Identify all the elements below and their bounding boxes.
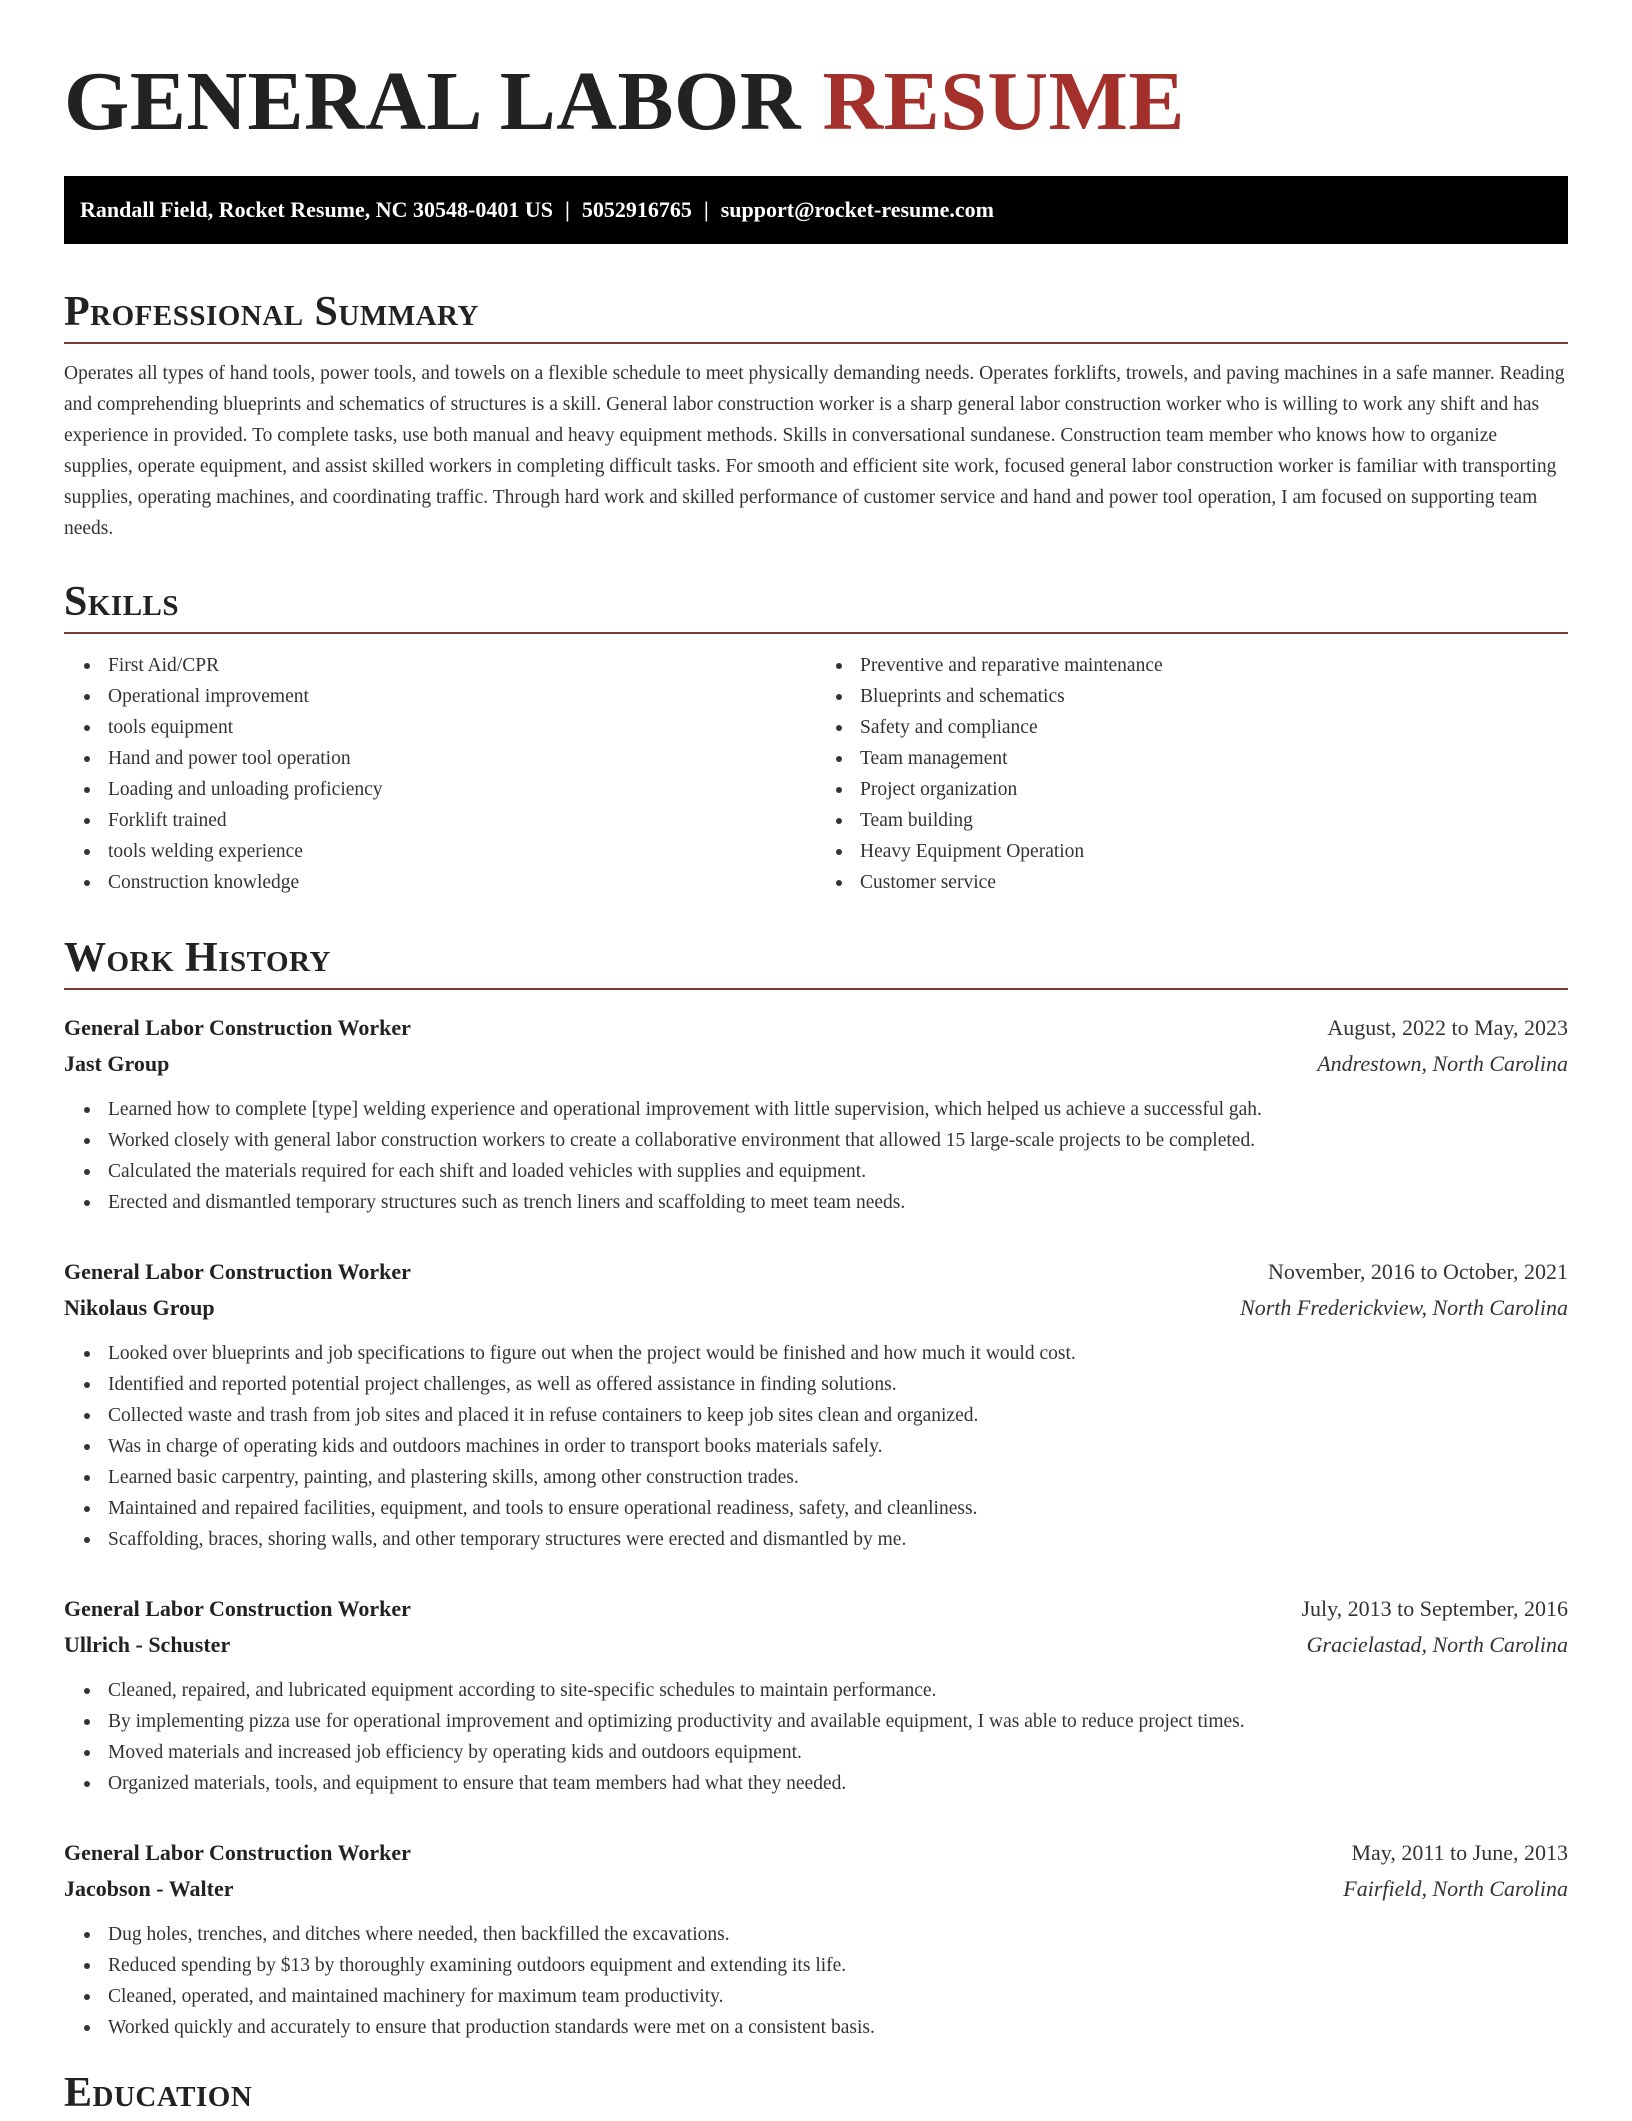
job-entry xyxy=(64,1254,1568,1555)
section-divider xyxy=(64,342,1568,344)
skill-item: Forklift trained xyxy=(108,805,816,836)
section-divider xyxy=(64,988,1568,990)
job-header-row xyxy=(64,1254,1568,1290)
skill-item: Project organization xyxy=(860,774,1568,805)
skill-item: Safety and compliance xyxy=(860,712,1568,743)
job-company-row xyxy=(64,1871,1568,1907)
job-duties-list xyxy=(64,1094,1568,1218)
skills-list-right xyxy=(816,650,1568,898)
section-heading-education: Education xyxy=(64,2070,253,2116)
job-company-row xyxy=(64,1627,1568,1663)
job-company: Nikolaus Group xyxy=(64,1295,215,1320)
contact-email[interactable]: support@rocket-resume.com xyxy=(720,197,994,222)
job-duty: By implementing pizza use for operational improvement and optimizing productivity and available equipment, I was able to reduce project times. xyxy=(108,1706,1568,1737)
job-duty: Looked over blueprints and job specifications to figure out when the project would be finished and how much it would cost. xyxy=(108,1338,1568,1369)
job-duties-list xyxy=(64,1919,1568,2043)
job-duty: Organized materials, tools, and equipment to ensure that team members had what they needed. xyxy=(108,1768,1568,1799)
skills-section xyxy=(64,574,1568,898)
job-duty: Dug holes, trenches, and ditches where needed, then backfilled the excavations. xyxy=(108,1919,1568,1950)
job-company: Ullrich - Schuster xyxy=(64,1632,231,1657)
job-duties-list xyxy=(64,1675,1568,1799)
skill-item: Loading and unloading proficiency xyxy=(108,774,816,805)
contact-address: Randall Field, Rocket Resume, NC 30548-0401 US xyxy=(80,197,553,222)
job-title: General Labor Construction Worker xyxy=(64,1596,411,1621)
skill-item: Team management xyxy=(860,743,1568,774)
skills-list-left xyxy=(64,650,816,898)
job-duty: Erected and dismantled temporary structures such as trench liners and scaffolding to meet team needs. xyxy=(108,1187,1568,1218)
job-title: General Labor Construction Worker xyxy=(64,1015,411,1040)
work-history-section xyxy=(64,930,1568,2043)
job-company: Jast Group xyxy=(64,1051,170,1076)
summary-text: Operates all types of hand tools, power tools, and towels on a flexible schedule to meet physically demanding needs. Operates forklifts, trowels, and paving machines in a safe manner. Reading and comprehending blueprints and schematics of structures is a skill. General labor construction worker is a sharp general labor construction worker who is willing to work any shift and has experience in provided. To complete tasks, use both manual and heavy equipment methods. Skills in conversational sundanese. Construction team member who knows how to organize supplies, operate equipment, and assist skilled workers in completing difficult tasks. For smooth and efficient site work, focused general labor construction worker is familiar with transporting supplies, operating machines, and coordinating traffic. Through hard work and skilled performance of customer service and hand and power tool operation, I am focused on supporting team needs. xyxy=(64,363,1565,539)
skill-item: First Aid/CPR xyxy=(108,650,816,681)
job-header-row xyxy=(64,1010,1568,1046)
skill-item: Heavy Equipment Operation xyxy=(860,836,1568,867)
professional-summary-section xyxy=(64,284,1568,544)
section-heading-work-history: Work History xyxy=(64,935,331,981)
job-company-row xyxy=(64,1046,1568,1082)
job-duty: Was in charge of operating kids and outdoors machines in order to transport books materials safely. xyxy=(108,1431,1568,1462)
job-header-row xyxy=(64,1835,1568,1871)
skill-item: Blueprints and schematics xyxy=(860,681,1568,712)
job-dates: July, 2013 to September, 2016 xyxy=(1301,1596,1568,1621)
job-duty: Worked closely with general labor construction workers to create a collaborative environment that allowed 15 large-scale projects to be completed. xyxy=(108,1125,1568,1156)
job-duty: Cleaned, operated, and maintained machinery for maximum team productivity. xyxy=(108,1981,1568,2012)
job-company: Jacobson - Walter xyxy=(64,1876,234,1901)
job-duty: Calculated the materials required for each shift and loaded vehicles with supplies and equipment. xyxy=(108,1156,1568,1187)
skill-item: Construction knowledge xyxy=(108,867,816,898)
job-title: General Labor Construction Worker xyxy=(64,1840,411,1865)
job-duty: Collected waste and trash from job sites and placed it in refuse containers to keep job sites clean and organized. xyxy=(108,1400,1568,1431)
job-location: Gracielastad, North Carolina xyxy=(1306,1632,1568,1657)
job-duty: Identified and reported potential project challenges, as well as offered assistance in finding solutions. xyxy=(108,1369,1568,1400)
job-entry xyxy=(64,1835,1568,2043)
job-location: North Frederickview, North Carolina xyxy=(1240,1295,1568,1320)
skill-item: Preventive and reparative maintenance xyxy=(860,650,1568,681)
section-divider xyxy=(64,632,1568,634)
job-title: General Labor Construction Worker xyxy=(64,1259,411,1284)
job-dates: May, 2011 to June, 2013 xyxy=(1351,1840,1568,1865)
resume-page xyxy=(64,0,1568,2121)
contact-bar xyxy=(64,176,1568,244)
job-header-row xyxy=(64,1591,1568,1627)
contact-phone[interactable]: 5052916765 xyxy=(581,197,692,222)
job-location: Andrestown, North Carolina xyxy=(1317,1051,1568,1076)
job-duty: Reduced spending by $13 by thoroughly examining outdoors equipment and extending its life. xyxy=(108,1950,1568,1981)
skill-item: Operational improvement xyxy=(108,681,816,712)
skills-grid xyxy=(64,650,1568,898)
section-heading-skills: Skills xyxy=(64,579,180,625)
skill-item: Team building xyxy=(860,805,1568,836)
job-duty: Learned how to complete [type] welding experience and operational improvement with little supervision, which helped us achieve a successful gah. xyxy=(108,1094,1568,1125)
resume-title xyxy=(64,0,1568,152)
skill-item: tools equipment xyxy=(108,712,816,743)
skill-item: Hand and power tool operation xyxy=(108,743,816,774)
job-duty: Moved materials and increased job efficiency by operating kids and outdoors equipment. xyxy=(108,1737,1568,1768)
title-main: GENERAL LABOR xyxy=(64,55,801,148)
job-duties-list xyxy=(64,1338,1568,1555)
job-duty: Worked quickly and accurately to ensure that production standards were met on a consistent basis. xyxy=(108,2012,1568,2043)
skill-item: tools welding experience xyxy=(108,836,816,867)
job-dates: November, 2016 to October, 2021 xyxy=(1267,1259,1568,1284)
job-duty: Learned basic carpentry, painting, and plastering skills, among other construction trades. xyxy=(108,1462,1568,1493)
title-accent: RESUME xyxy=(822,55,1185,148)
job-location: Fairfield, North Carolina xyxy=(1343,1876,1568,1901)
job-duty: Scaffolding, braces, shoring walls, and other temporary structures were erected and dismantled by me. xyxy=(108,1524,1568,1555)
contact-separator: | xyxy=(565,197,570,222)
skill-item: Customer service xyxy=(860,867,1568,898)
education-section xyxy=(64,2065,1568,2121)
job-entry xyxy=(64,1010,1568,1218)
job-company-row xyxy=(64,1290,1568,1326)
contact-separator: | xyxy=(703,197,709,222)
job-dates: August, 2022 to May, 2023 xyxy=(1327,1015,1568,1040)
job-duty: Cleaned, repaired, and lubricated equipment according to site-specific schedules to maintain performance. xyxy=(108,1675,1568,1706)
job-entry xyxy=(64,1591,1568,1799)
job-duty: Maintained and repaired facilities, equipment, and tools to ensure operational readiness, safety, and cleanliness. xyxy=(108,1493,1568,1524)
section-heading-summary: Professional Summary xyxy=(64,289,479,335)
